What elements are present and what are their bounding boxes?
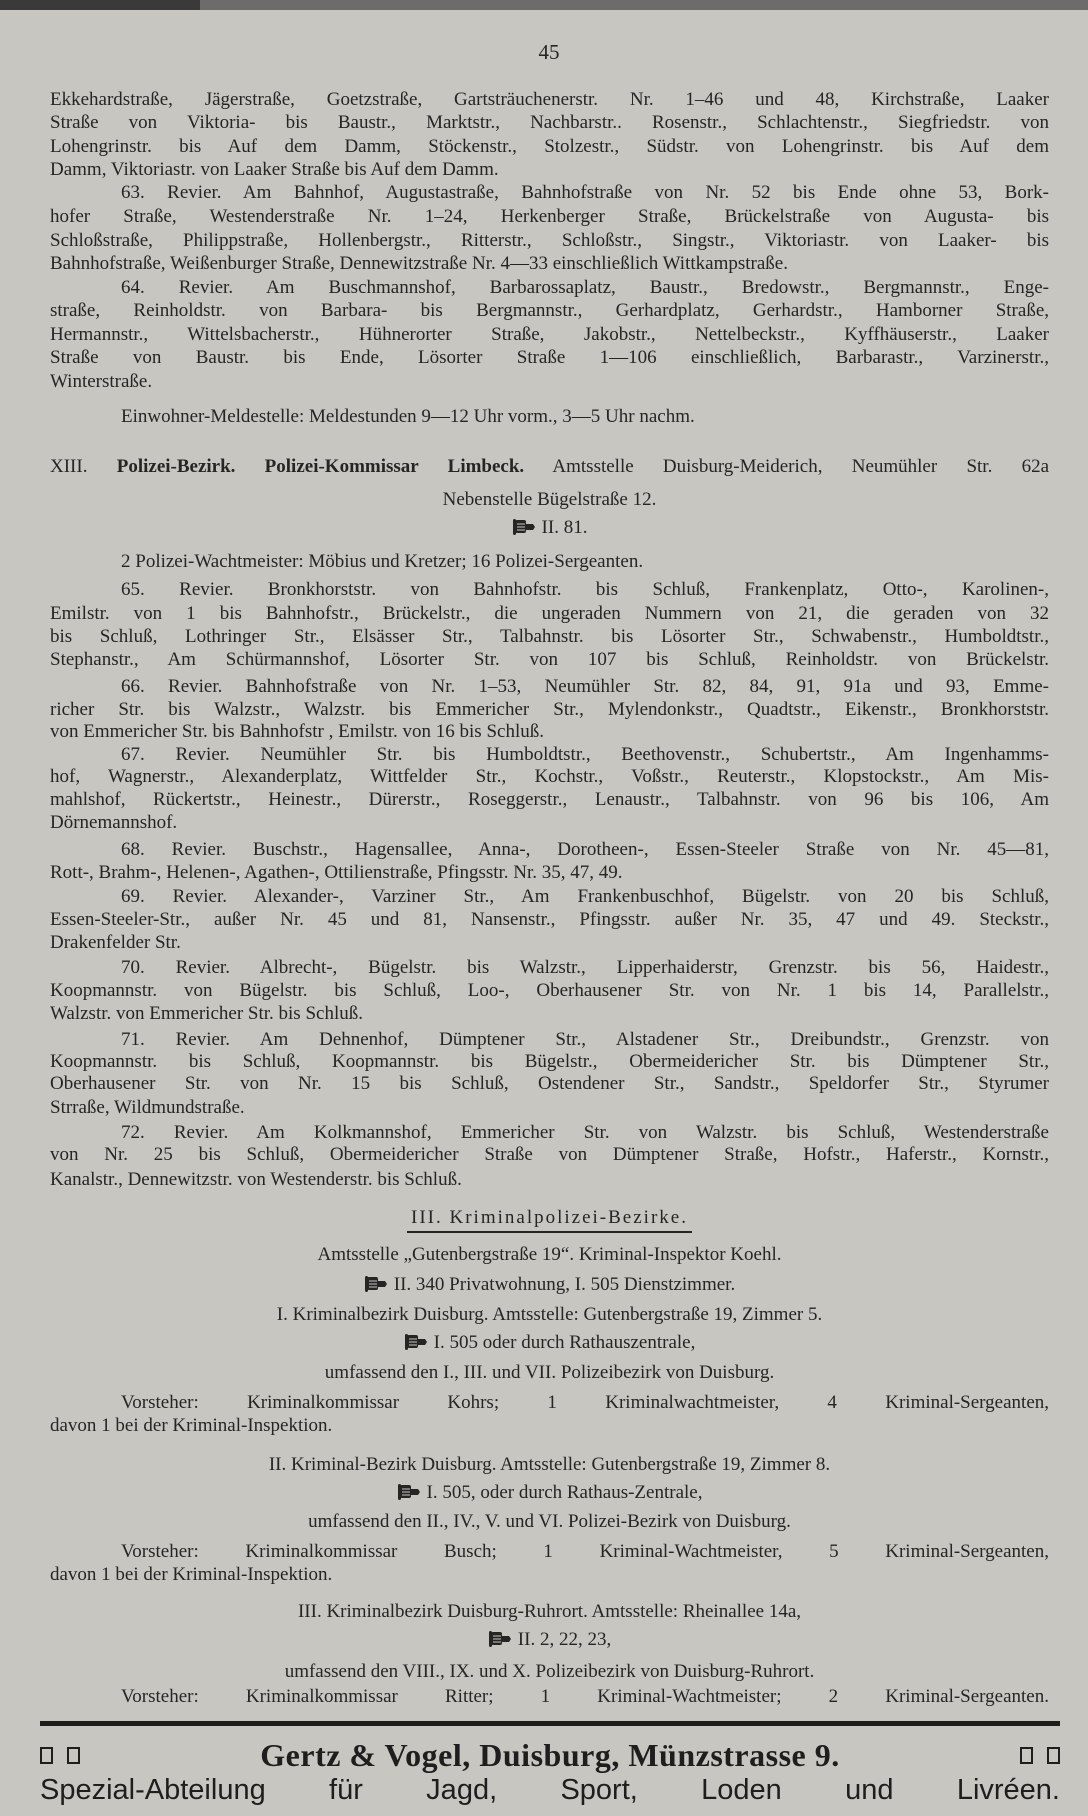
page-number: 45 (538, 40, 560, 64)
line-text: Vorsteher: Kriminalkommissar Busch; 1 Kriminal-Wachtmeister, 5 Kriminal-Sergeanten, (121, 1541, 1049, 1562)
text-line (121, 1391, 1049, 1415)
line-text: Winterstraße. (50, 371, 153, 392)
line-text: I. 505, oder durch Rathaus-Zentrale, (426, 1482, 703, 1503)
text-line (50, 135, 1049, 159)
text-line (50, 1453, 1049, 1477)
text-line (50, 488, 1049, 512)
text-line (50, 861, 1049, 885)
line-text: II. Kriminal-Bezirk Duisburg. Amtsstelle: Gutenbergstraße 19, Zimmer 8. (268, 1454, 831, 1475)
line-text: davon 1 bei der Kriminal-Inspektion. (50, 1415, 333, 1436)
text-line (50, 1414, 1049, 1438)
text-line (50, 602, 1049, 626)
text-line (50, 1243, 1049, 1267)
text-line (50, 625, 1049, 649)
line-text: Schloßstraße, Philippstraße, Hollenbergstr., Ritterstr., Schloßstr., Singstr., Viktoriastr. von Laaker- bis (50, 230, 1049, 251)
line-text: bis Schluß, Lothringer Str., Elsässer Str., Talbahnstr. bis Lösorter Str., Schwabenstr., Humboldtstr., (50, 626, 1049, 647)
line-text: 67. Revier. Neumühler Str. bis Humboldtstr., Beethovenstr., Schubertstr., Am Ingenhamms- (121, 744, 1049, 765)
line-text: I. Kriminalbezirk Duisburg. Amtsstelle: Gutenbergstraße 19, Zimmer 5. (276, 1304, 823, 1325)
line-text: III. Kriminalbezirk Duisburg-Ruhrort. Amtsstelle: Rheinallee 14a, (297, 1601, 802, 1622)
text-line (121, 1028, 1049, 1052)
ornament-box (67, 1747, 80, 1764)
line-text: Damm, Viktoriastr. von Laaker Straße bis Auf dem Damm. (50, 159, 499, 180)
line-text: Oberhausener Str. von Nr. 15 bis Schluß, Ostendener Str., Sandstr., Speldorfer Str., Styrumer (50, 1073, 1049, 1094)
text-line (50, 979, 1049, 1003)
line-text: 65. Revier. Bronkhorststr. von Bahnhofstr. bis Schluß, Frankenplatz, Otto-, Karolinen-, (121, 579, 1049, 600)
line-text: Strraße, Wildmundstraße. (50, 1097, 245, 1118)
line-text: Straße von Viktoria- bis Baustr., Marktstr., Nachbarstr.. Rosenstr., Schlachtenstr., Siegfriedstr. von (50, 112, 1049, 133)
telephone-icon (397, 1483, 421, 1501)
line-text: Kanalstr., Dennewitzstr. von Westenderstr. bis Schluß. (50, 1169, 462, 1190)
ornament-box (1020, 1747, 1033, 1764)
line-text: von Nr. 25 bis Schluß, Obermeidericher Straße von Dümptener Straße, Hofstr., Haferstr., Kornstr., (50, 1144, 1049, 1165)
text-line (50, 1143, 1049, 1167)
text-line (50, 1050, 1049, 1074)
ornament-left (40, 1747, 80, 1764)
text-line (50, 1206, 1049, 1230)
line-text: Hermannstr., Wittelsbacherstr., Hühnerorter Straße, Jakobstr., Nettelbeckstr., Kyffhäuserstr., Laaker (50, 324, 1049, 345)
line-text: mahlshof, Rückertstr., Heinestr., Dürerstr., Roseggerstr., Lenaustr., Talbahnstr. von 96 bis 106, Am (50, 789, 1049, 810)
advertisement-headline: Gertz & Vogel, Duisburg, Münzstrasse 9. (260, 1736, 840, 1773)
text-line (50, 1168, 1049, 1192)
line-text: Walzstr. von Emmericher Str. bis Schluß. (50, 1003, 363, 1024)
text-line (50, 1660, 1049, 1684)
line-text: 71. Revier. Am Dehnenhof, Dümptener Str., Alstadener Str., Dreibundstr., Grenzstr. von (121, 1029, 1049, 1050)
text-line (50, 516, 1049, 540)
advertisement-tagline: Spezial-Abteilung für Jagd, Sport, Loden und Livréen. (40, 1774, 1060, 1806)
advertisement-headline-row (40, 1737, 1060, 1773)
text-line (50, 205, 1049, 229)
line-text: II. 2, 22, 23, (517, 1629, 612, 1650)
line-text: 64. Revier. Am Buschmannshof, Barbarossaplatz, Baustr., Bredowstr., Bergmannstr., Enge- (121, 277, 1049, 298)
text-line (50, 1331, 1049, 1355)
text-line (50, 299, 1049, 323)
telephone-icon (364, 1275, 388, 1293)
text-line (121, 276, 1049, 300)
text-line (50, 229, 1049, 253)
line-text: Dörnemannshof. (50, 812, 178, 833)
line-text: Koopmannstr. von Bügelstr. bis Schluß, Loo-, Oberhausener Str. von Nr. 1 bis 14, Parallelstr., (50, 980, 1049, 1001)
line-text: Drakenfelder Str. (50, 932, 181, 953)
telephone-icon (512, 518, 536, 536)
line-text: Vorsteher: Kriminalkommissar Kohrs; 1 Kriminalwachtmeister, 4 Kriminal-Sergeanten, (121, 1392, 1049, 1413)
text-line (121, 885, 1049, 909)
text-line (50, 1096, 1049, 1120)
line-text: 72. Revier. Am Kolkmannshof, Emmericher Str. von Walzstr. bis Schluß, Westenderstraße (121, 1122, 1049, 1143)
text-line (50, 252, 1049, 276)
line-text: 63. Revier. Am Bahnhof, Augustastraße, Bahnhofstraße von Nr. 52 bis Ende ohne 53, Bork- (121, 182, 1049, 203)
district-number: XIII. (50, 456, 88, 477)
line-text: Nebenstelle Bügelstraße 12. (442, 489, 657, 510)
line-text: Vorsteher: Kriminalkommissar Ritter; 1 Kriminal-Wachtmeister; 2 Kriminal-Sergeanten. (121, 1686, 1049, 1707)
text-line (50, 455, 1049, 479)
text-line (121, 675, 1049, 699)
line-text: Straße von Baustr. bis Ende, Lösorter Straße 1—106 einschließlich, Barbarastr., Varzinerstr., (50, 347, 1049, 368)
line-text: Stephanstr., Am Schürmannshof, Lösorter Str. von 107 bis Schluß, Reinholdstr. von Brückelstr. (50, 649, 1049, 670)
line-text: umfassend den VIII., IX. und X. Polizeibezirk von Duisburg-Ruhrort. (284, 1661, 815, 1682)
line-text: davon 1 bei der Kriminal-Inspektion. (50, 1564, 333, 1585)
text-line (50, 88, 1049, 112)
text-line (50, 1361, 1049, 1385)
line-text: III. Kriminalpolizei-Bezirke. (411, 1207, 688, 1228)
line-text: 2 Polizei-Wachtmeister: Möbius und Kretzer; 16 Polizei-Sergeanten. (121, 551, 644, 572)
advertisement-divider (40, 1721, 1060, 1726)
line-text: Essen-Steeler-Str., außer Nr. 45 und 81, Nansenstr., Pfingsstr. außer Nr. 35, 47 und 49. Steckstr., (50, 909, 1049, 930)
text-line (121, 1121, 1049, 1145)
text-line (50, 788, 1049, 812)
text-line (121, 1540, 1049, 1564)
text-line (50, 908, 1049, 932)
line-text: Amtsstelle Duisburg-Meiderich, Neumühler Str. 62a (552, 456, 1050, 477)
text-line (50, 323, 1049, 347)
text-line (50, 648, 1049, 672)
text-line (50, 1510, 1049, 1534)
text-line (121, 578, 1049, 602)
text-line (50, 765, 1049, 789)
line-text: Einwohner-Meldestelle: Meldestunden 9—12 Uhr vorm., 3—5 Uhr nachm. (121, 406, 695, 427)
ornament-box (1047, 1747, 1060, 1764)
text-line (50, 1600, 1049, 1624)
line-text: richer Str. bis Walzstr., Walzstr. bis Emmericher Str., Mylendonkstr., Quadtstr., Eikenstr., Bronkhorststr. (50, 699, 1049, 720)
district-title: Polizei-Bezirk. Polizei-Kommissar Limbeck. (116, 456, 525, 477)
line-text: 66. Revier. Bahnhofstraße von Nr. 1–53, Neumühler Str. 82, 84, 91, 91a und 93, Emme- (121, 676, 1049, 697)
line-text: Ekkehardstraße, Jägerstraße, Goetzstraße, Gartsträuchenerstr. Nr. 1–46 und 48, Kirchstraße, Laaker (50, 89, 1049, 110)
text-line (121, 743, 1049, 767)
line-text: Rott-, Brahm-, Helenen-, Agathen-, Ottilienstraße, Pfingsstr. Nr. 35, 47, 49. (50, 862, 623, 883)
text-line (121, 405, 1049, 429)
text-line (50, 1563, 1049, 1587)
text-line (50, 158, 1049, 182)
text-line (121, 181, 1049, 205)
text-line (121, 838, 1049, 862)
line-text: II. 81. (541, 517, 588, 538)
line-text: 70. Revier. Albrecht-, Bügelstr. bis Walzstr., Lipperhaiderstr, Grenzstr. bis 56, Haidestr., (121, 957, 1049, 978)
telephone-icon (404, 1333, 428, 1351)
text-line (50, 1072, 1049, 1096)
text-line (50, 720, 1049, 744)
line-text: Lohengrinstr. bis Auf dem Damm, Stöckenstr., Stolzestr., Südstr. von Lohengrinstr. bis Auf dem (50, 136, 1049, 157)
line-text: 68. Revier. Buschstr., Hagensallee, Anna-, Dorotheen-, Essen-Steeler Straße von Nr. 45—81, (121, 839, 1049, 860)
text-line (50, 370, 1049, 394)
text-line (50, 111, 1049, 135)
line-text: hofer Straße, Westenderstraße Nr. 1–24, Herkenberger Straße, Brückelstraße von Augusta- bis (50, 206, 1049, 227)
text-line (50, 811, 1049, 835)
text-line (121, 550, 1049, 574)
line-text: Bahnhofstraße, Weißenburger Straße, Dennewitzstraße Nr. 4—33 einschließlich Wittkampstraße. (50, 253, 788, 274)
section-heading (407, 1207, 692, 1233)
text-line (50, 1303, 1049, 1327)
line-text: II. 340 Privatwohnung, I. 505 Dienstzimmer. (393, 1274, 736, 1295)
ornament-right (1020, 1747, 1060, 1764)
line-text: straße, Reinholdstr. von Barbara- bis Bergmannstr., Gerhardplatz, Gerhardstr., Hamborner Straße, (50, 300, 1049, 321)
line-text: umfassend den I., III. und VII. Polizeibezirk von Duisburg. (324, 1362, 775, 1383)
text-line (50, 1628, 1049, 1652)
text-line (50, 1273, 1049, 1297)
line-text: Amtsstelle „Gutenbergstraße 19“. Kriminal-Inspektor Koehl. (317, 1244, 782, 1265)
ornament-box (40, 1747, 53, 1764)
telephone-icon (488, 1630, 512, 1648)
line-text: von Emmericher Str. bis Bahnhofstr , Emilstr. von 16 bis Schluß. (50, 721, 544, 742)
line-text: I. 505 oder durch Rathauszentrale, (433, 1332, 696, 1353)
text-line (50, 1002, 1049, 1026)
text-line (121, 956, 1049, 980)
text-line (50, 346, 1049, 370)
text-line (50, 698, 1049, 722)
line-text: umfassend den II., IV., V. und VI. Polizei-Bezirk von Duisburg. (308, 1511, 791, 1532)
text-line (121, 1685, 1049, 1709)
line-text: 69. Revier. Alexander-, Varziner Str., Am Frankenbuschhof, Bügelstr. von 20 bis Schluß, (121, 886, 1049, 907)
line-text: Koopmannstr. bis Schluß, Koopmannstr. bis Bügelstr., Obermeidericher Str. bis Dümptener Str., (50, 1051, 1049, 1072)
scan-top-edge (0, 0, 1088, 10)
text-line (50, 1481, 1049, 1505)
line-text: Emilstr. von 1 bis Bahnhofstr., Brückelstr., die ungeraden Nummern von 21, die geraden von 32 (50, 603, 1049, 624)
text-line (50, 931, 1049, 955)
scan-shadow (0, 0, 200, 10)
line-text: hof, Wagnerstr., Alexanderplatz, Wittfelder Str., Kochstr., Voßstr., Reuterstr., Klopstockstr., Am Mis- (50, 766, 1049, 787)
